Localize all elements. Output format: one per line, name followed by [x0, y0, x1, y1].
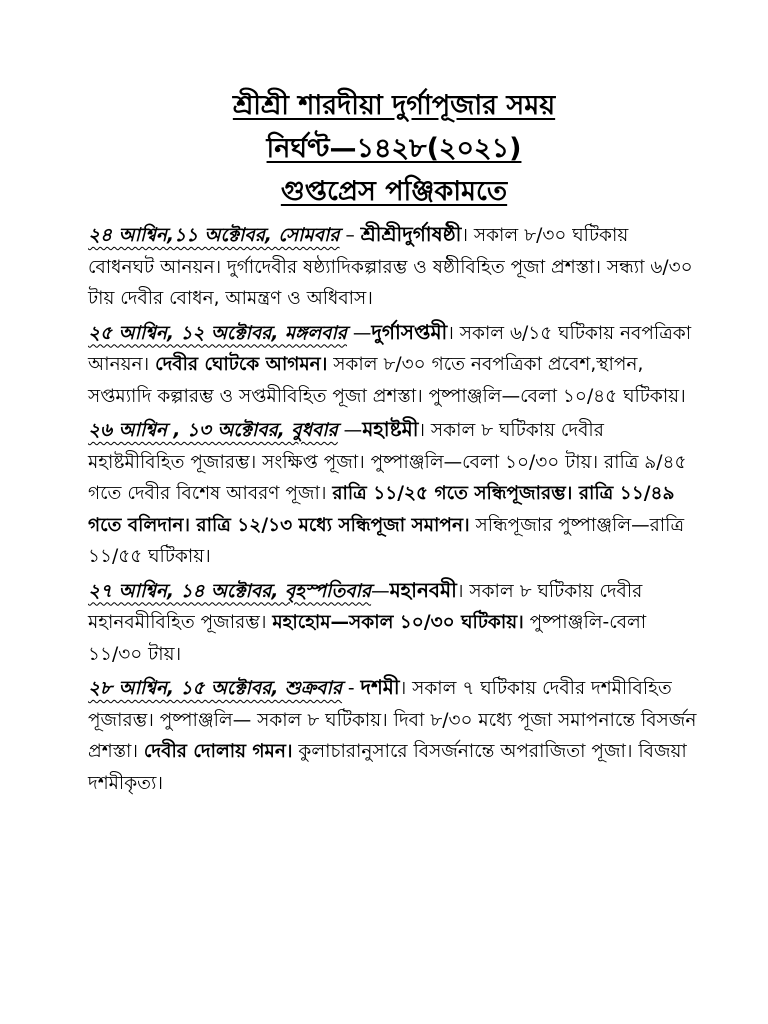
- entry-date: ২৬ আশ্বিন , ১৩ অক্টোবর, বুধবার: [88, 420, 338, 441]
- entry-festival: দশমী: [360, 675, 400, 699]
- entry-highlight: মহাহোম—সকাল ১০/৩০ ঘটিকায়।: [272, 612, 524, 633]
- entry-highlight: রাত্রি ১১/২৫ গতে সন্ধিপূজারম্ভ। রাত্রি ১১/৪৯ গতে বলিদান। রাত্রি ১২/১৩ মধ্যে সন্ধিপূজা সমাপন।: [88, 483, 675, 536]
- entry-text: । সকাল ৮ ঘটিকায় দেবীর মহাষ্টমীবিহিত পূজারম্ভ। সংক্ষিপ্ত পূজা। পুষ্পাঞ্জলি—বেলা ১০/৩০ টায়। রাত্রি ৯/৪৫ গতে দেবীর বিশেষ আবরণ পূজা।: [88, 420, 687, 504]
- title-line-3: গুপ্তপ্রেস পঞ্জিকামতে: [280, 176, 508, 207]
- entry-separator: –: [339, 225, 361, 246]
- entry-festival: শ্রীশ্রীদুর্গাষষ্ঠী: [360, 222, 462, 246]
- schedule-entry-ashtami: [88, 414, 700, 573]
- entry-date: ২৮ আশ্বিন, ১৫ অক্টোবর, শুক্রবার: [88, 678, 343, 699]
- entry-text: । সকাল ৭ ঘটিকায় দেবীর দশমীবিহিত পূজারম্ভ। পুষ্পাঞ্জলি— সকাল ৮ ঘটিকায়। দিবা ৮/৩০ মধ্যে পূজা সমাপনান্তে বিসর্জন প্রশস্তা।: [88, 678, 697, 762]
- entry-text: কুলাচারানুসারে বিসর্জনান্তে অপরাজিতা পূজা। বিজয়া দশমীকৃত্য।: [88, 741, 687, 794]
- schedule-entry-saptami: [88, 317, 700, 413]
- entry-festival: দুর্গাসপ্তমী: [371, 319, 448, 344]
- entry-separator: —: [346, 322, 372, 344]
- entry-festival: মহাষ্টমী: [362, 417, 419, 441]
- schedule-list: [88, 219, 700, 799]
- entry-separator: —: [371, 580, 390, 602]
- title-line-1: শ্রীশ্রী শারদীয়া দুর্গাপূজার সময়: [232, 90, 556, 121]
- entry-separator: —: [337, 420, 363, 441]
- entry-text: । সকাল ৮/৩০ ঘটিকায় বোধনঘট আনয়ন। দুর্গাদেবীর ষষ্ঠ্যাদিকল্পারম্ভ ও ষষ্ঠীবিহিত পূজা প্রশস্তা। সন্ধ্যা ৬/৩০ টায় দেবীর বোধন, আমন্ত্রণ ও অধিবাস।: [88, 225, 693, 309]
- entry-date: ২৭ আশ্বিন, ১৪ অক্টোবর, বৃহস্পতিবার: [88, 580, 372, 602]
- entry-text: সন্ধিপূজার পুষ্পাঞ্জলি—রাত্রি ১১/৫৫ ঘটিকায়।: [88, 514, 685, 567]
- schedule-entry-shashthi: [88, 219, 700, 315]
- document-title: [88, 84, 700, 213]
- entry-highlight: দেবীর দোলায় গমন।: [143, 741, 293, 762]
- schedule-entry-dashami: [88, 672, 700, 799]
- entry-text: সকাল ৮/৩০ গতে নবপত্রিকা প্রবেশ,স্থাপন, সপ্তম্যাদি কল্পারম্ভ ও সপ্তমীবিহিত পূজা প্রশস্তা। পুষ্পাঞ্জলি—বেলা ১০/৪৫ ঘটিকায়।: [88, 354, 686, 407]
- entry-text: পুষ্পাঞ্জলি-বেলা ১১/৩০ টায়।: [88, 612, 647, 665]
- entry-separator: -: [342, 678, 361, 699]
- entry-date: ২৫ আশ্বিন, ১২ অক্টোবর, মঙ্গলবার: [88, 322, 347, 344]
- entry-text: । সকাল ৮ ঘটিকায় দেবীর মহানবমীবিহিত পূজারম্ভ।: [88, 580, 643, 633]
- schedule-entry-navami: [88, 575, 700, 671]
- entry-festival: মহানবমী: [389, 577, 457, 602]
- title-line-2: নির্ঘণ্ট—১৪২৮(২০২১): [266, 133, 522, 164]
- entry-text: । সকাল ৬/১৫ ঘটিকায় নবপত্রিকা আনয়ন।: [88, 322, 692, 375]
- entry-date: ২৪ আশ্বিন,১১ অক্টোবর, সোমবার: [88, 225, 340, 246]
- entry-highlight: দেবীর ঘোটকে আগমন।: [155, 354, 328, 375]
